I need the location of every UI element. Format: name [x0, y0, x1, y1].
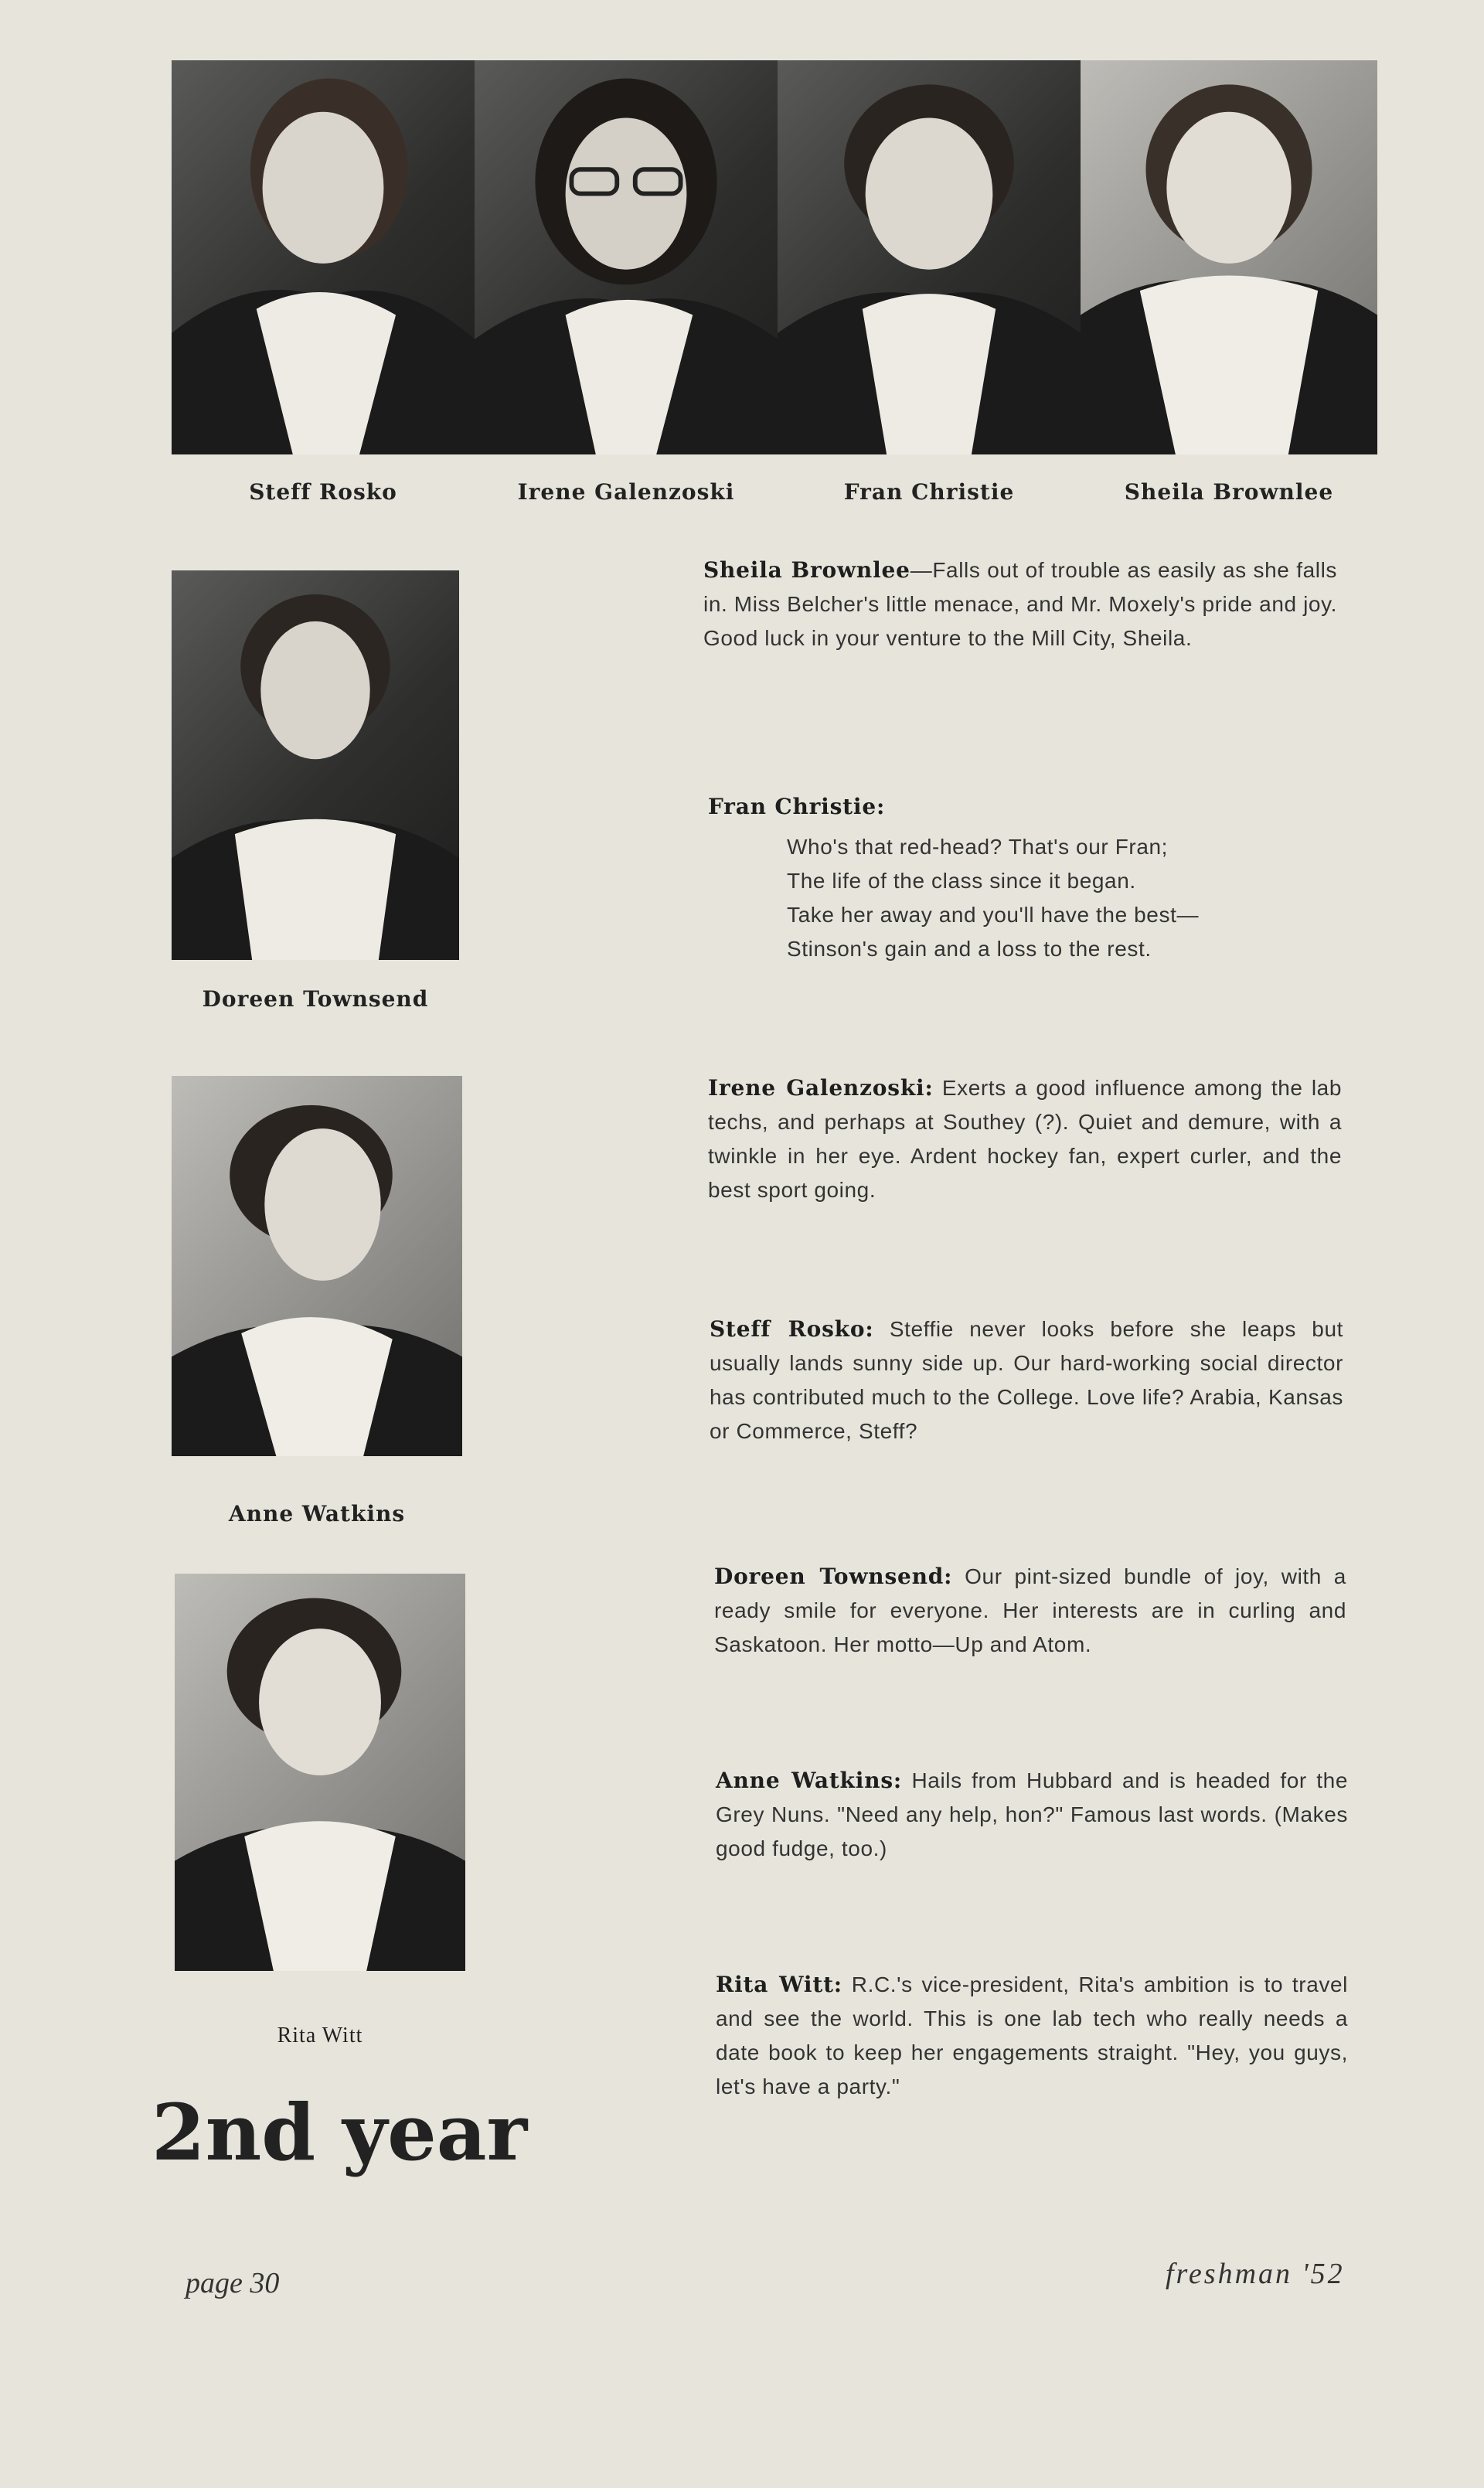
bio-anne-watkins: [716, 1764, 1348, 1866]
bio-fran-christie-verse: [787, 830, 1199, 966]
verse-line: Who's that red-head? That's our Fran;: [787, 835, 1169, 859]
caption-rita-witt: Rita Witt: [277, 2023, 363, 2047]
bio-name: Rita Witt:: [716, 1972, 842, 1997]
portrait-figure: [475, 60, 778, 454]
portrait-photo-rita-witt: [175, 1574, 465, 1971]
bio-text: Our pint-sized bundle of joy, with a ready smile for everyone. Her interests are in curling and Saskatoon. Her motto—Up and Atom.: [714, 1564, 1346, 1656]
portrait-photo-irene-galenzoski: [475, 60, 778, 454]
bio-irene-galenzoski: [708, 1071, 1342, 1207]
portrait-photo-anne-watkins: [172, 1076, 462, 1456]
bio-doreen-townsend: [714, 1560, 1346, 1662]
verse-line: Stinson's gain and a loss to the rest.: [787, 937, 1152, 961]
verse-line: Take her away and you'll have the best—: [787, 903, 1200, 927]
caption-sheila-brownlee: Sheila Brownlee: [1124, 479, 1334, 505]
bio-name: Fran Christie:: [708, 794, 886, 819]
verse-line: The life of the class since it began.: [787, 869, 1136, 893]
caption-steff-rosko: Steff Rosko: [249, 479, 397, 505]
portrait-figure: [175, 1574, 465, 1971]
bio-name: Sheila Brownlee: [703, 557, 910, 583]
bio-text: Hails from Hubbard and is headed for the Grey Nuns. "Need any help, hon?" Famous last words. (Makes good fudge, too.): [716, 1768, 1348, 1860]
bio-name: Irene Galenzoski:: [708, 1075, 934, 1101]
portrait-photo-doreen-townsend: [172, 570, 459, 960]
bio-text: Steffie never looks before she leaps but usually lands sunny side up. Our hard-working social director has contributed much to the College. Love life? Arabia, Kansas or Commerce, Steff?: [710, 1317, 1343, 1443]
publication-name: freshman '52: [1166, 2258, 1345, 2290]
portrait-photo-fran-christie: [778, 60, 1081, 454]
page-number: page 30: [186, 2267, 280, 2299]
portrait-figure: [778, 60, 1081, 454]
bio-text: Exerts a good influence among the lab techs, and perhaps at Southey (?). Quiet and demure, with a twinkle in her eye. Ardent hockey fan, expert curler, and the best sport going.: [708, 1076, 1342, 1202]
portrait-figure: [172, 1076, 462, 1456]
portrait-photo-steff-rosko: [172, 60, 475, 454]
caption-doreen-townsend: Doreen Townsend: [202, 986, 429, 1012]
caption-anne-watkins: Anne Watkins: [228, 1501, 406, 1526]
bio-name: Anne Watkins:: [716, 1768, 903, 1793]
portrait-photo-sheila-brownlee: [1081, 60, 1377, 454]
bio-fran-christie-heading: [708, 790, 1342, 824]
caption-fran-christie: Fran Christie: [843, 479, 1015, 505]
bio-steff-rosko: [710, 1312, 1343, 1448]
bio-rita-witt: [716, 1968, 1348, 2104]
bio-name: Steff Rosko:: [710, 1316, 874, 1342]
bio-text: R.C.'s vice-president, Rita's ambition is to travel and see the world. This is one lab tech who really needs a date book to keep her engagements straight. "Hey, you guys, let's have a party.": [716, 1972, 1348, 2098]
bio-name: Doreen Townsend:: [714, 1564, 953, 1589]
portrait-figure: [1081, 60, 1377, 454]
section-title: 2nd year: [151, 2087, 528, 2178]
bio-sheila-brownlee: [703, 553, 1337, 655]
bio-text: —Falls out of trouble as easily as she falls in. Miss Belcher's little menace, and Mr. Moxely's pride and joy. Good luck in your venture to the Mill City, Sheila.: [703, 558, 1337, 650]
caption-irene-galenzoski: Irene Galenzoski: [517, 479, 735, 505]
portrait-figure: [172, 570, 459, 960]
portrait-figure: [172, 60, 475, 454]
